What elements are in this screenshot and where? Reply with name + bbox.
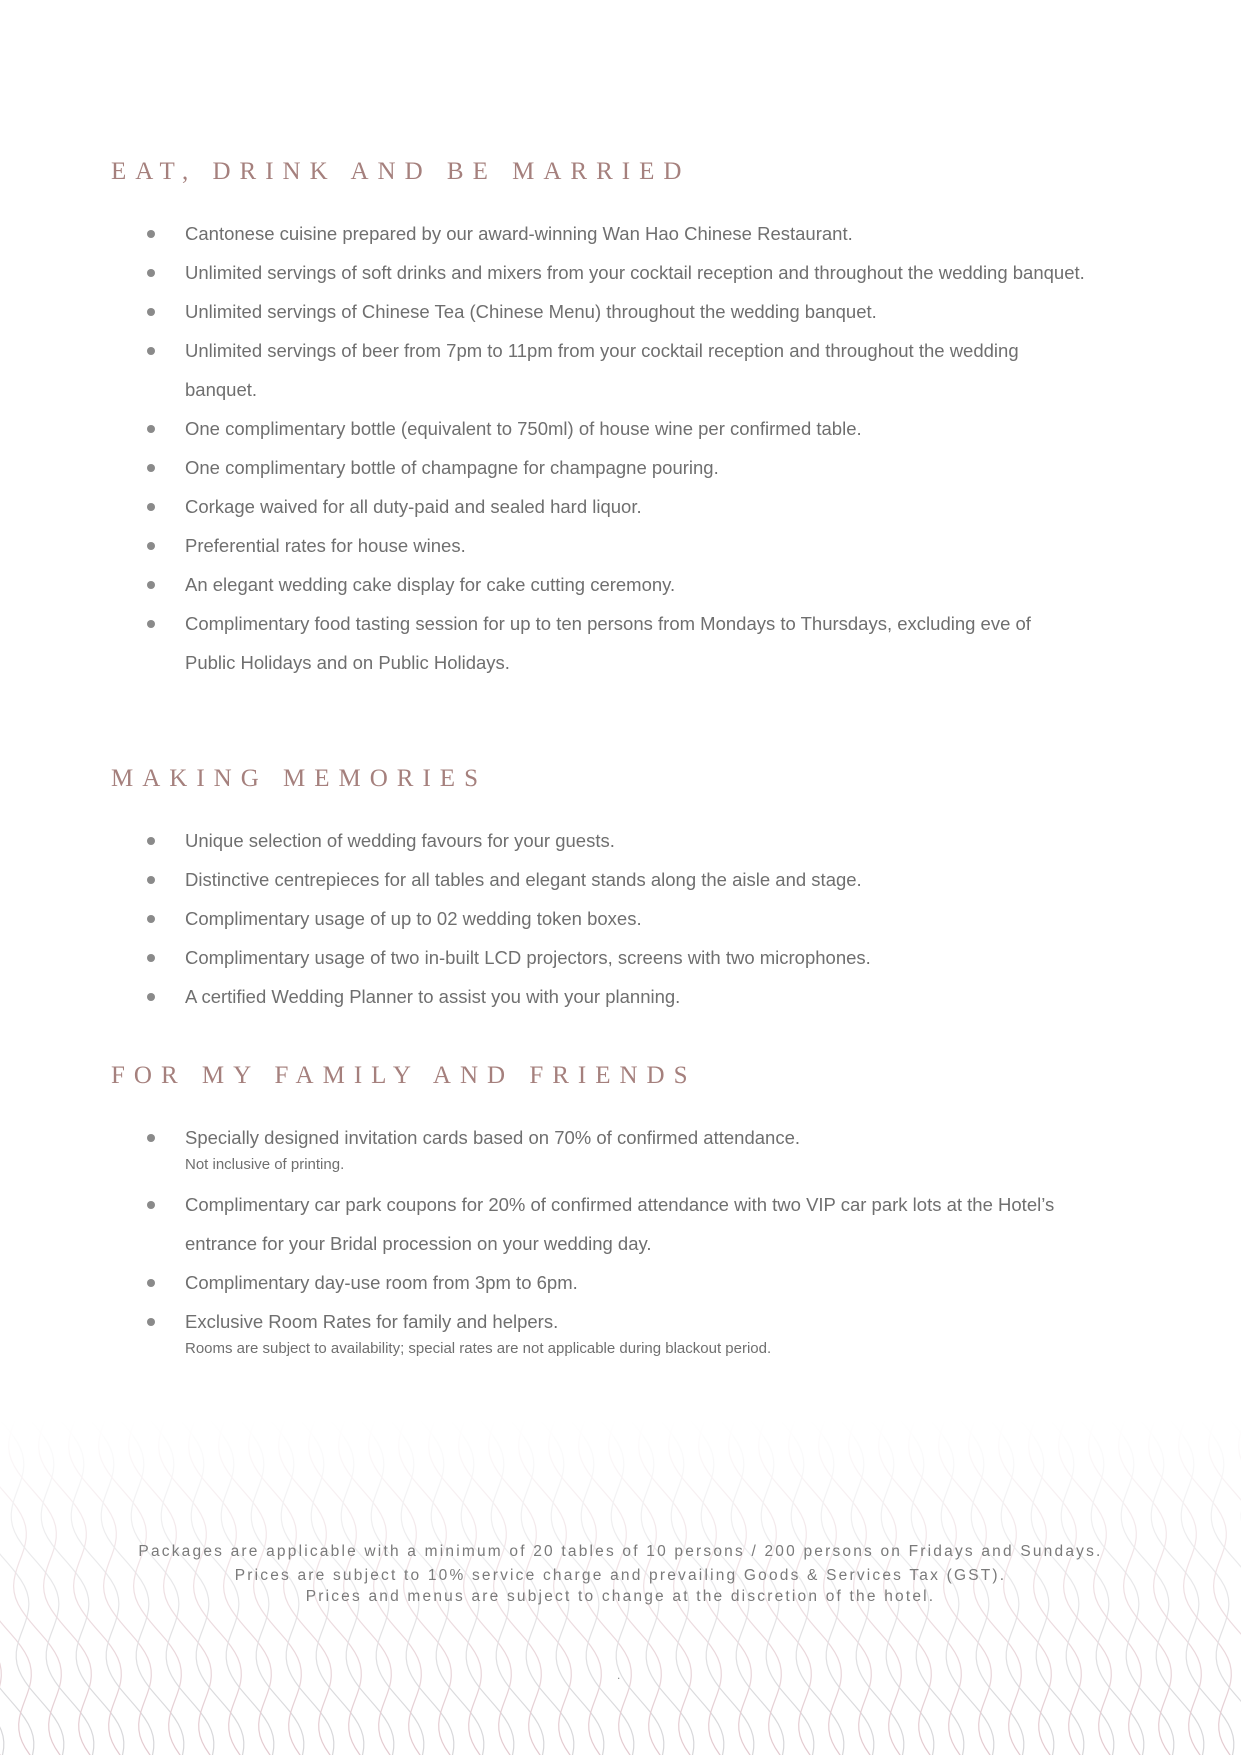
bullet-icon (147, 993, 155, 1001)
list-item-text: Complimentary usage of up to 02 wedding token boxes. (185, 908, 642, 929)
list-item (0, 292, 1085, 331)
list-item (0, 1185, 1085, 1263)
list-item-text: Exclusive Room Rates for family and helpers. (185, 1311, 559, 1332)
list-item (0, 821, 1085, 860)
bullet-icon (147, 269, 155, 277)
bullet-icon (147, 1279, 155, 1287)
list-item-text: Complimentary car park coupons for 20% of confirmed attendance with two VIP car park lots at the Hotel’s entrance for your Bridal procession on your wedding day. (185, 1194, 1055, 1254)
footer-line-service-charge: Prices are subject to 10% service charge and prevailing Goods & Services Tax (GST). (234, 1567, 1007, 1584)
bullet-icon (147, 581, 155, 589)
section-title-family-friends: FOR MY FAMILY AND FRIENDS (111, 1062, 697, 1089)
list-item-note: Rooms are subject to availability; special rates are not applicable during blackout period. (185, 1340, 772, 1357)
bullet-icon (147, 1134, 155, 1142)
list-item (0, 938, 1085, 977)
list-item (0, 331, 1085, 409)
list-item (0, 899, 1085, 938)
bullet-icon (147, 308, 155, 316)
bullet-icon (147, 542, 155, 550)
list-item (0, 1118, 1085, 1175)
list-item (0, 448, 1085, 487)
footer-dot: . (617, 1668, 621, 1682)
list-item-text: Distinctive centrepieces for all tables and elegant stands along the aisle and stage. (185, 869, 862, 890)
list-making-memories (0, 821, 1085, 1016)
list-item-text: A certified Wedding Planner to assist you with your planning. (185, 986, 681, 1007)
list-family-friends (0, 1118, 1085, 1369)
list-item-text: Unlimited servings of soft drinks and mixers from your cocktail reception and throughout the wedding banquet. (185, 262, 1085, 283)
bullet-icon (147, 915, 155, 923)
list-item (0, 253, 1085, 292)
list-item-text: Complimentary food tasting session for up to ten persons from Mondays to Thursdays, excluding eve of Public Holidays and on Public Holidays. (185, 613, 1031, 673)
list-item-text: Complimentary day-use room from 3pm to 6pm. (185, 1272, 578, 1293)
bullet-icon (147, 954, 155, 962)
bullet-icon (147, 1318, 155, 1326)
list-item (0, 1302, 1085, 1359)
list-eat-drink (0, 214, 1085, 682)
list-item (0, 409, 1085, 448)
footer-line-price-change: Prices and menus are subject to change at the discretion of the hotel. (305, 1588, 936, 1605)
list-item (0, 977, 1085, 1016)
bullet-icon (147, 620, 155, 628)
bullet-icon (147, 347, 155, 355)
list-item (0, 1263, 1085, 1302)
list-item-text: Specially designed invitation cards based on 70% of confirmed attendance. (185, 1127, 800, 1148)
list-item (0, 565, 1085, 604)
list-item (0, 487, 1085, 526)
list-item-text: An elegant wedding cake display for cake cutting ceremony. (185, 574, 676, 595)
section-title-making-memories: MAKING MEMORIES (111, 765, 487, 792)
list-item (0, 604, 1085, 682)
footer-line-minimum-tables: Packages are applicable with a minimum of 20 tables of 10 persons / 200 persons on Fridays and Sundays. (138, 1543, 1103, 1560)
bullet-icon (147, 230, 155, 238)
list-item (0, 860, 1085, 899)
list-item-text: Preferential rates for house wines. (185, 535, 466, 556)
list-item (0, 526, 1085, 565)
bullet-icon (147, 425, 155, 433)
list-item-note: Not inclusive of printing. (185, 1156, 345, 1173)
bullet-icon (147, 1201, 155, 1209)
bullet-icon (147, 503, 155, 511)
list-item-text: Complimentary usage of two in-built LCD projectors, screens with two microphones. (185, 947, 871, 968)
list-item-text: Cantonese cuisine prepared by our award-winning Wan Hao Chinese Restaurant. (185, 223, 853, 244)
list-item (0, 214, 1085, 253)
list-item-text: One complimentary bottle of champagne for champagne pouring. (185, 457, 719, 478)
list-item-text: Unique selection of wedding favours for your guests. (185, 830, 615, 851)
list-item-text: Unlimited servings of Chinese Tea (Chinese Menu) throughout the wedding banquet. (185, 301, 877, 322)
bullet-icon (147, 837, 155, 845)
bullet-icon (147, 464, 155, 472)
section-title-eat-drink: EAT, DRINK AND BE MARRIED (111, 158, 691, 185)
list-item-text: One complimentary bottle (equivalent to 750ml) of house wine per confirmed table. (185, 418, 862, 439)
list-item-text: Unlimited servings of beer from 7pm to 11pm from your cocktail reception and throughout the wedding banquet. (185, 340, 1019, 400)
list-item-text: Corkage waived for all duty-paid and sealed hard liquor. (185, 496, 642, 517)
bullet-icon (147, 876, 155, 884)
